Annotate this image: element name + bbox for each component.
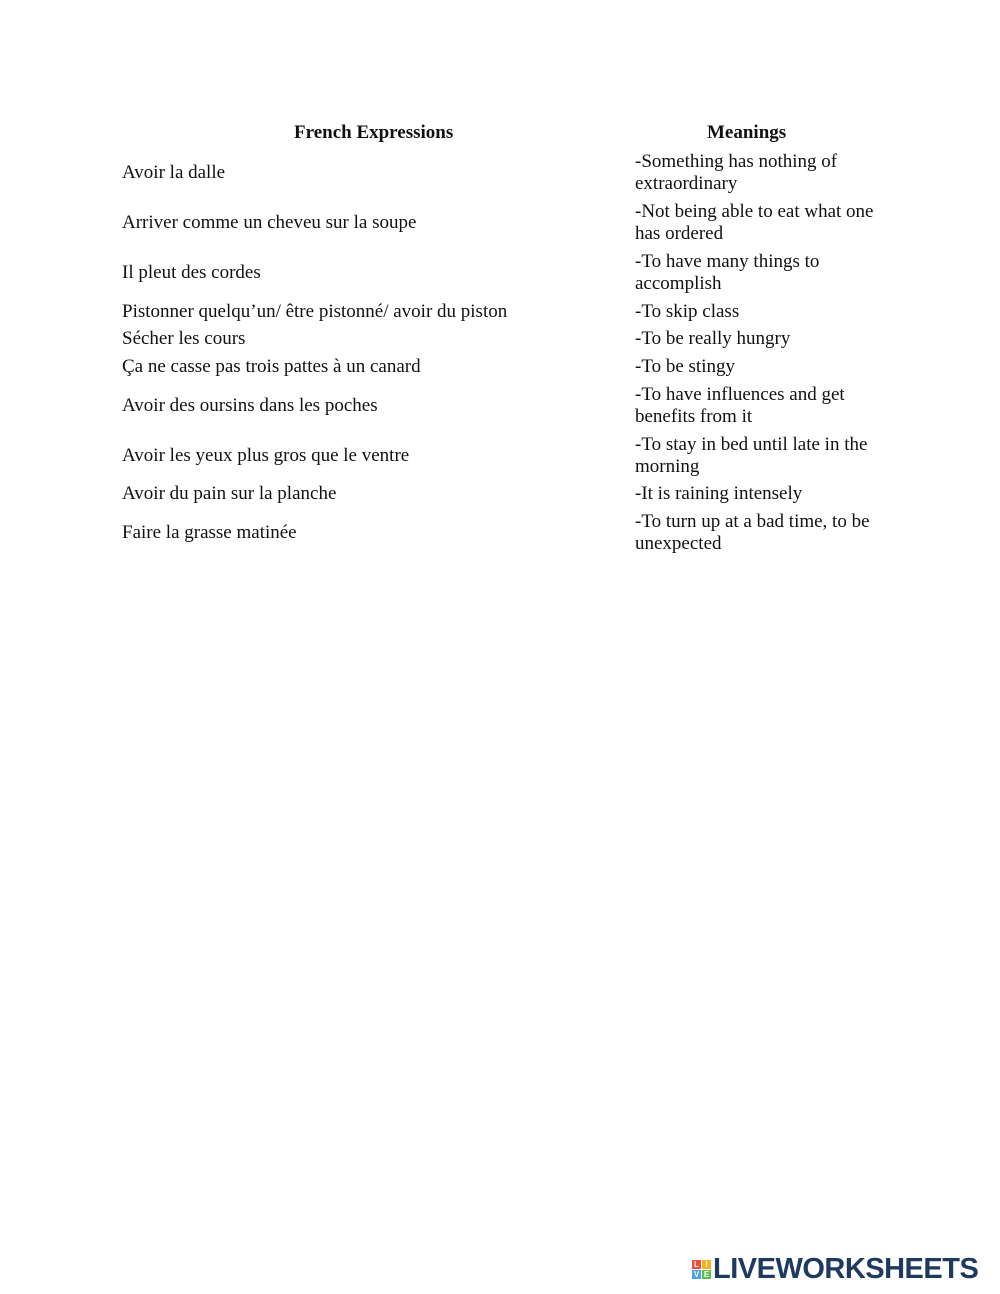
- expression-text: Avoir les yeux plus gros que le ventre: [122, 444, 410, 466]
- expression-text: Avoir du pain sur la planche: [122, 483, 337, 505]
- table-row: [0, 326, 1000, 354]
- meaning-text: -To turn up at a bad time, to be unexpected: [635, 511, 870, 554]
- table-row: [0, 353, 1000, 381]
- expression-text: Avoir la dalle: [122, 162, 226, 183]
- meaning-text: -To have influences and get benefits from it: [635, 383, 845, 427]
- liveworksheets-logo: [692, 1254, 978, 1284]
- meaning-text: -Not being able to eat what one has ordered: [635, 201, 874, 244]
- expression-text: Avoir des oursins dans les poches: [122, 394, 378, 416]
- table-row: [0, 148, 1000, 198]
- meaning-text: -To have many things to accomplish: [635, 251, 820, 294]
- header-french-expressions: French Expressions: [294, 122, 454, 143]
- table-row: [0, 198, 1000, 248]
- expression-text: Pistonner quelqu’un/ être pistonné/ avoir du piston: [122, 300, 508, 322]
- expression-text: Il pleut des cordes: [122, 262, 261, 283]
- meaning-text: -To skip class: [635, 300, 740, 322]
- table-row: [0, 481, 1000, 509]
- meaning-text: -It is raining intensely: [635, 483, 803, 505]
- logo-wordmark: LIVEWORKSHEETS: [713, 1253, 979, 1285]
- logo-letter-v: V: [693, 1269, 700, 1279]
- expression-text: Sécher les cours: [122, 328, 246, 350]
- expression-text: Faire la grasse matinée: [122, 522, 297, 543]
- logo-letter-i: I: [702, 1260, 711, 1269]
- table-row: [0, 508, 1000, 558]
- table-row: [0, 248, 1000, 298]
- logo-letter-l: L: [692, 1260, 701, 1269]
- logo-letter-e: E: [703, 1269, 710, 1279]
- header-meanings: Meanings: [707, 122, 787, 143]
- table-row: [0, 298, 1000, 326]
- meaning-text: -Something has nothing of extraordinary: [635, 151, 838, 194]
- meaning-text: -To be stingy: [635, 355, 735, 377]
- expression-text: Ça ne casse pas trois pattes à un canard: [122, 355, 421, 377]
- meaning-text: -To be really hungry: [635, 328, 791, 350]
- table-row: [0, 381, 1000, 431]
- table-row: [0, 431, 1000, 481]
- expressions-table: [0, 148, 1000, 558]
- meaning-text: -To stay in bed until late in the morning: [635, 433, 868, 477]
- expression-text: Arriver comme un cheveu sur la soupe: [122, 212, 417, 233]
- live-logo-icon: [692, 1260, 711, 1279]
